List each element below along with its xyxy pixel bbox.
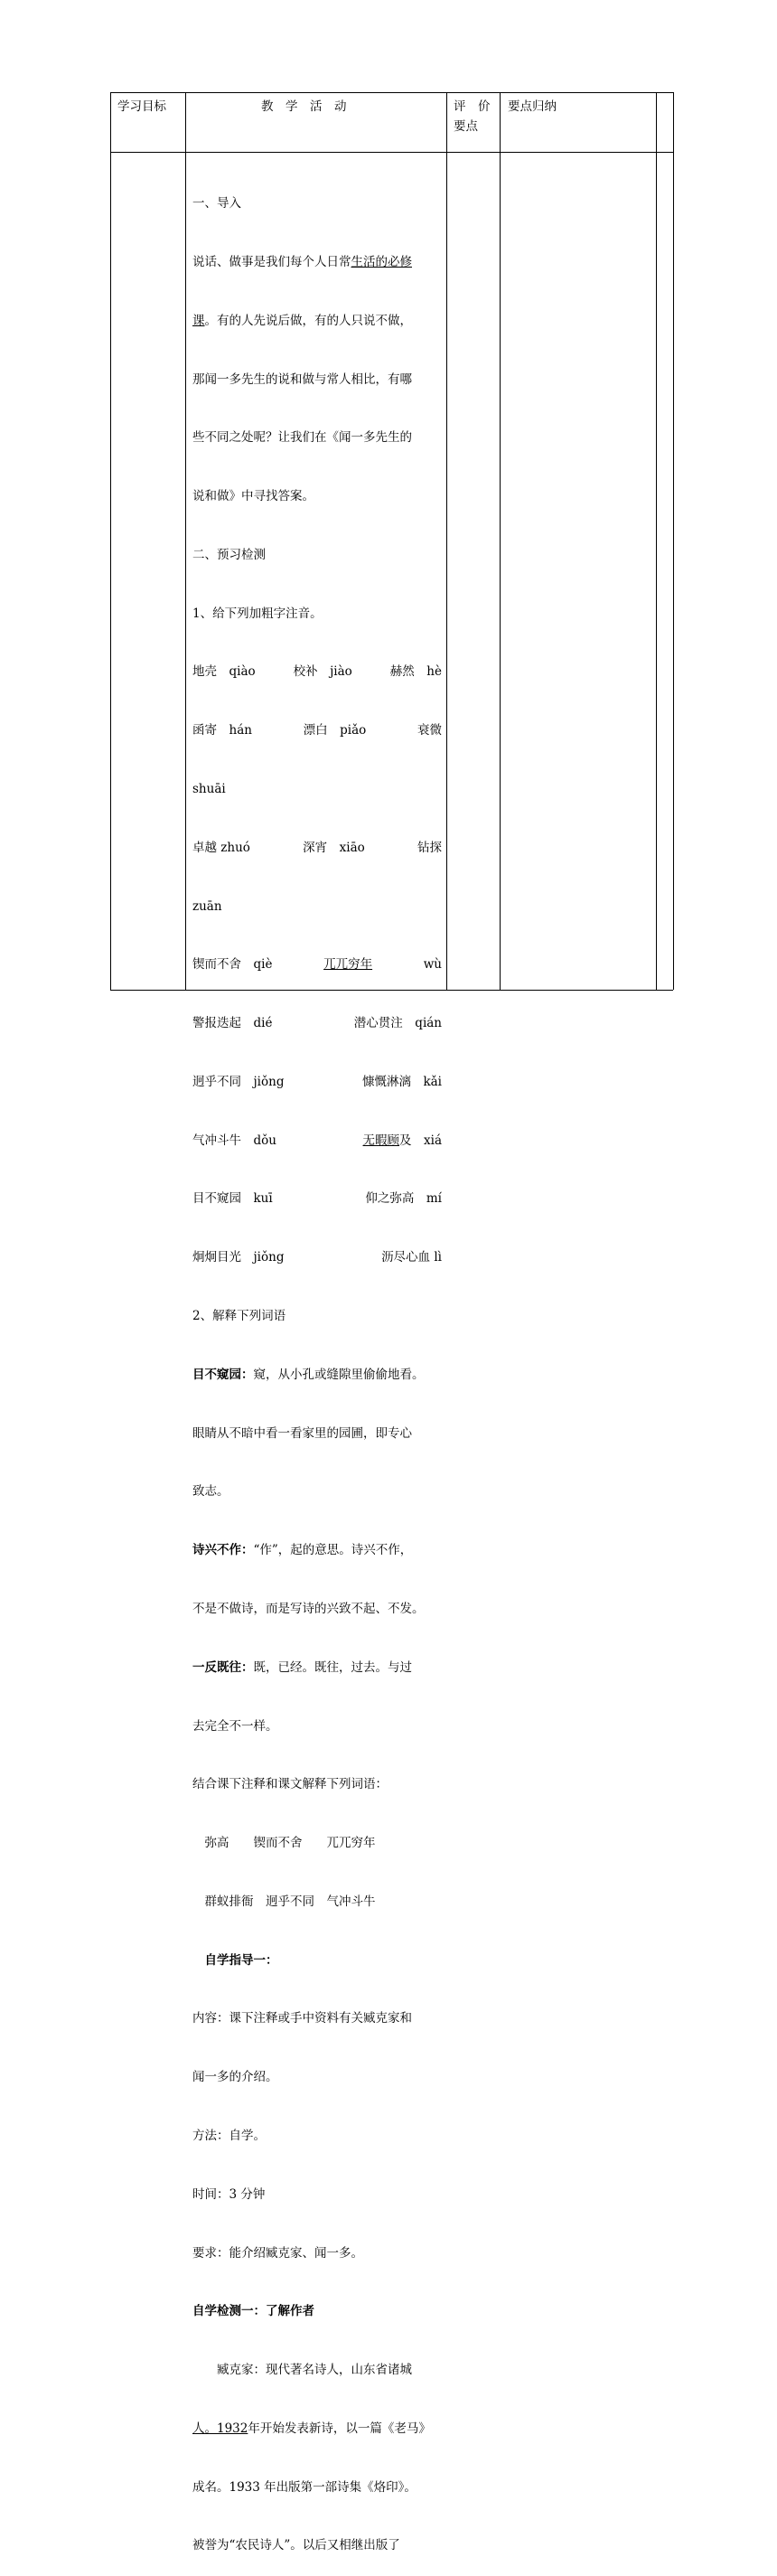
header-activity: 教 学 活 动 xyxy=(261,99,347,114)
text-line: 方法：自学。 xyxy=(192,2128,266,2143)
question-heading: 2、解释下列词语 xyxy=(192,1309,286,1324)
text-line: 不是不做诗，而是写诗的兴致不起、不发。 xyxy=(192,1601,425,1616)
header-summary: 要点归纳 xyxy=(508,99,557,114)
table-divider-4 xyxy=(656,92,657,990)
table-divider-1 xyxy=(185,92,186,990)
pinyin-row: 目不窥园 kuī 仰之弥高 mí xyxy=(192,1191,442,1207)
table-border-right xyxy=(673,92,674,990)
question-heading: 1、给下列加粗字注音。 xyxy=(192,606,323,621)
text-line: 闻一多的介绍。 xyxy=(192,2070,278,2085)
text-line: 结合课下注释和课文解释下列词语： xyxy=(192,1777,388,1792)
section-heading: 二、预习检测 xyxy=(192,547,266,562)
text-line: 内容：课下注释或手中资料有关臧克家和 xyxy=(192,2011,412,2026)
table-border-top xyxy=(110,92,673,93)
pinyin-row: 迥乎不同 jiǒng 慷慨淋漓 kǎi xyxy=(192,1074,442,1089)
table-divider-3 xyxy=(500,92,501,990)
definition-line: 目不窥园：窥，从小孔或缝隙里偷偷地看。 xyxy=(192,1367,425,1382)
pinyin-row: 卓越 zhuó 深宵 xiāo 钻探 xyxy=(192,840,442,855)
text-line: 课。有的人先说后做，有的人只说不做， xyxy=(192,313,412,328)
word-list-row: 弥高 锲而不舍 兀兀穷年 xyxy=(192,1836,376,1851)
word-list-row: 群蚁排衙 迥乎不同 气冲斗牛 xyxy=(192,1894,376,1909)
pinyin-row: 警报迭起 dié 潜心贯注 qián xyxy=(192,1016,442,1031)
text-line: 致志。 xyxy=(192,1484,229,1500)
header-goals: 学习目标 xyxy=(117,99,166,114)
text-line: 些不同之处呢？让我们在《闻一多先生的 xyxy=(192,430,412,446)
section-heading: 一、导入 xyxy=(192,196,241,212)
text-line: 成名。1933 年出版第一部诗集《烙印》。 xyxy=(192,2479,417,2495)
definition-line: 一反既往：既，已经。既往，过去。与过 xyxy=(192,1659,412,1675)
text-line: 要求：能介绍臧克家、闻一多。 xyxy=(192,2245,363,2261)
definition-line: 诗兴不作：“作”，起的意思。诗兴不作， xyxy=(192,1543,413,1558)
text-line: 眼睛从不暗中看一看家里的园圃，即专心 xyxy=(192,1425,412,1441)
text-line: 臧克家：现代著名诗人，山东省诸城 xyxy=(192,2363,412,2378)
pinyin-row: 锲而不舍 qiè 兀兀穷年 wù xyxy=(192,957,442,973)
text-line: 那闻一多先生的说和做与常人相比，有哪 xyxy=(192,371,412,387)
self-study-guide-heading: 自学指导一： xyxy=(192,1952,278,1968)
pinyin-row: 气冲斗牛 dǒu 无暇顾及 xiá xyxy=(192,1133,442,1148)
text-line: 说和做》中寻找答案。 xyxy=(192,489,314,504)
pinyin-row: zuān xyxy=(192,898,222,914)
table-divider-2 xyxy=(446,92,447,990)
table-header-divider xyxy=(110,152,673,153)
text-line: 人。1932年开始发表新诗，以一篇《老马》 xyxy=(192,2421,431,2436)
self-test-heading: 自学检测一：了解作者 xyxy=(192,2304,314,2319)
activity-content xyxy=(192,155,442,2576)
text-line: 时间：3 分钟 xyxy=(192,2186,266,2202)
pinyin-row: 地壳 qiào 校补 jiào 赫然 hè xyxy=(192,664,442,680)
header-eval-line1: 评 价 xyxy=(454,99,491,114)
text-line: 被誉为“农民诗人”。以后又相继出版了 xyxy=(192,2538,400,2553)
text-line: 说话、做事是我们每个人日常生活的必修 xyxy=(192,254,412,269)
pinyin-row: 炯炯目光 jiǒng 沥尽心血 lì xyxy=(192,1250,442,1265)
pinyin-row: 函寄 hán 漂白 piǎo 衰微 xyxy=(192,723,442,738)
pinyin-row: shuāi xyxy=(192,782,226,796)
table-border-left xyxy=(110,92,111,990)
text-line: 去完全不一样。 xyxy=(192,1718,278,1734)
header-eval-line2: 要点 xyxy=(454,119,478,134)
